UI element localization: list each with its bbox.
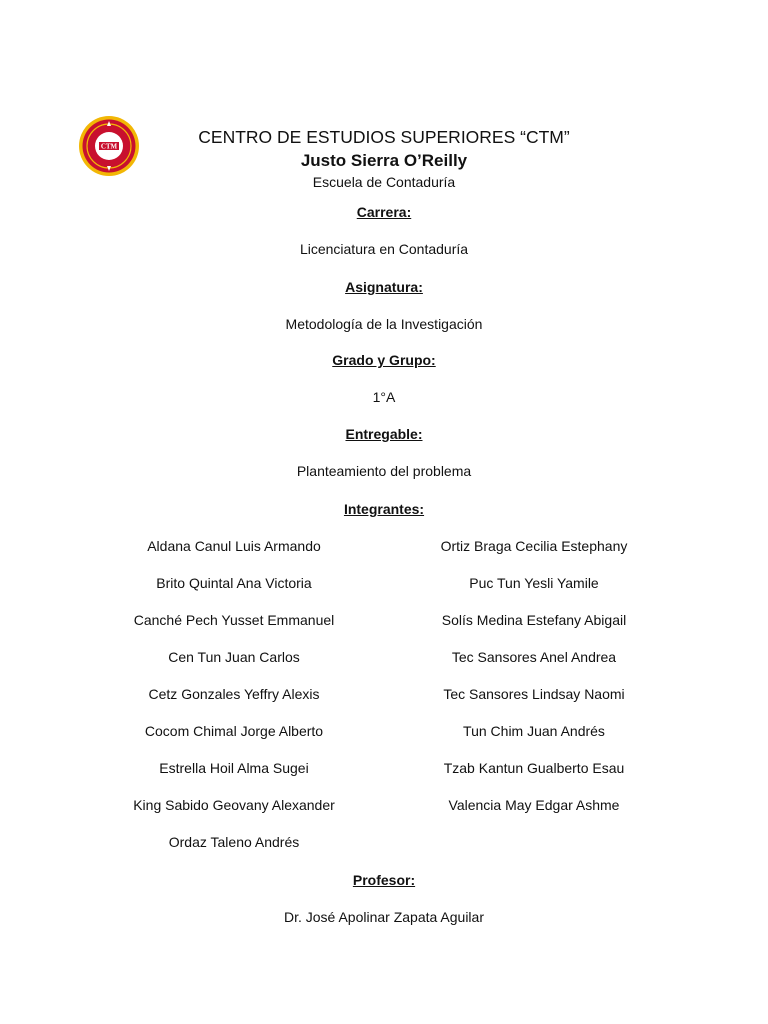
integrante-left-7: Estrella Hoil Alma Sugei <box>159 760 309 776</box>
integrante-right-2: Puc Tun Yesli Yamile <box>469 575 599 591</box>
integrante-left-4: Cen Tun Juan Carlos <box>168 649 300 665</box>
integrante-left-1: Aldana Canul Luis Armando <box>147 538 321 554</box>
integrante-left-6: Cocom Chimal Jorge Alberto <box>144 723 324 739</box>
integrante-right-4: Tec Sansores Anel Andrea <box>451 649 617 665</box>
integrante-left-9: Ordaz Taleno Andrés <box>168 834 300 850</box>
profesor-value: Dr. José Apolinar Zapata Aguilar <box>283 909 484 925</box>
integrante-right-3: Solís Medina Estefany Abigail <box>441 612 627 628</box>
integrante-right-5: Tec Sansores Lindsay Naomi <box>443 686 625 702</box>
integrante-right-6: Tun Chim Juan Andrés <box>463 723 605 739</box>
integrantes-heading: Integrantes: <box>343 501 425 517</box>
integrante-right-8: Valencia May Edgar Ashme <box>448 797 620 813</box>
entregable-value: Planteamiento del problema <box>296 463 472 479</box>
carrera-value: Licenciatura en Contaduría <box>299 241 469 257</box>
asignatura-value: Metodología de la Investigación <box>285 316 483 332</box>
logo-text: CTM <box>100 142 118 151</box>
integrante-left-8: King Sabido Geovany Alexander <box>133 797 335 813</box>
integrante-right-7: Tzab Kantun Gualberto Esau <box>443 760 625 776</box>
school-name: Escuela de Contaduría <box>312 174 456 190</box>
integrante-left-2: Brito Quintal Ana Victoria <box>156 575 312 591</box>
grado-heading: Grado y Grupo: <box>332 352 436 368</box>
integrante-left-5: Cetz Gonzales Yeffry Alexis <box>148 686 320 702</box>
entregable-heading: Entregable: <box>345 426 423 442</box>
carrera-heading: Carrera: <box>356 204 412 220</box>
integrante-right-1: Ortiz Braga Cecilia Estephany <box>440 538 628 554</box>
asignatura-heading: Asignatura: <box>345 279 423 295</box>
integrante-left-3: Canché Pech Yusset Emmanuel <box>133 612 335 628</box>
institution-name: Justo Sierra O’Reilly <box>300 151 468 170</box>
institution-title: CENTRO DE ESTUDIOS SUPERIORES “CTM” <box>198 127 570 147</box>
grado-value: 1°A <box>372 389 396 405</box>
profesor-heading: Profesor: <box>352 872 416 888</box>
